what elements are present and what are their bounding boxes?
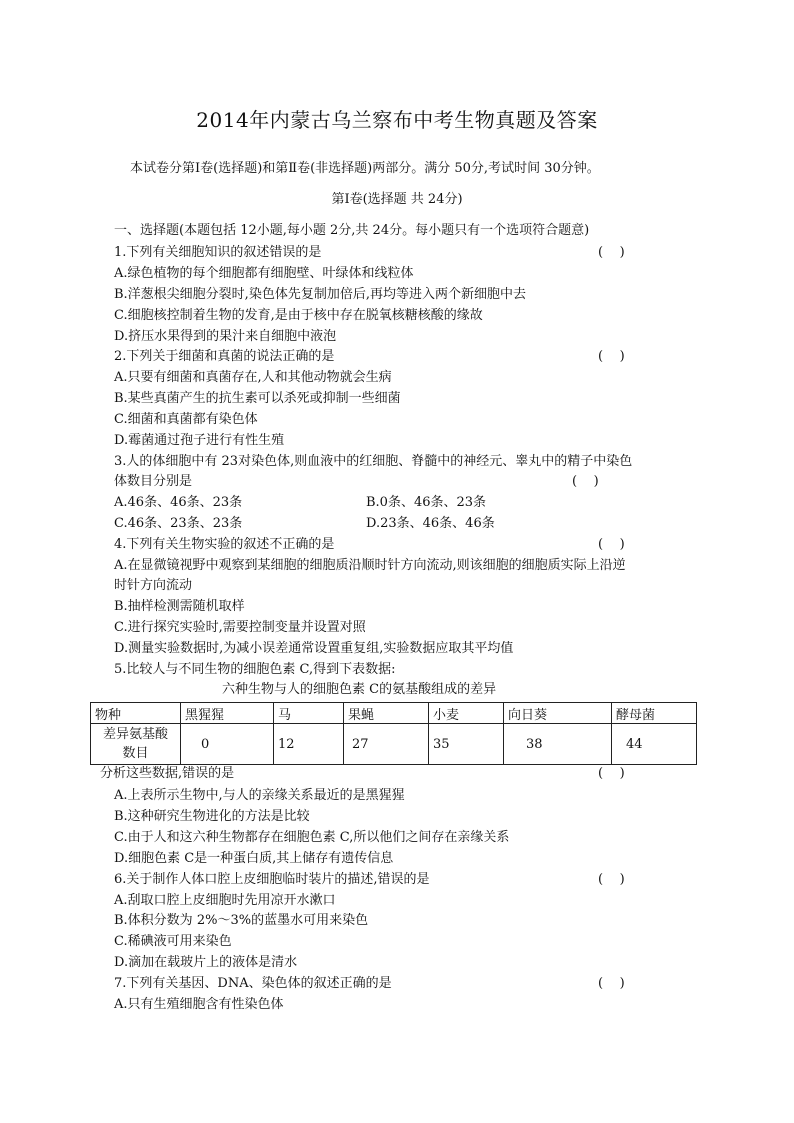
q7-answer-paren: ( ) bbox=[598, 976, 625, 991]
q3-option-a: A.46条、46条、23条 bbox=[114, 495, 243, 510]
species-cell: 黑猩猩 bbox=[181, 703, 274, 724]
q7-option-a: A.只有生殖细胞含有性染色体 bbox=[114, 997, 284, 1012]
row-label-line1: 差异氨基酸 bbox=[102, 727, 168, 742]
q5-option-b: B.这种研究生物进化的方法是比较 bbox=[114, 809, 310, 824]
part-heading: 一、选择题(本题包括 12小题,每小题 2分,共 24分。每小题只有一个选项符合题意) bbox=[114, 223, 590, 238]
q4-option-a-line2: 时针方向流动 bbox=[114, 578, 193, 593]
q1-option-a: A.绿色植物的每个细胞都有细胞壁、叶绿体和线粒体 bbox=[114, 266, 414, 281]
table-header-row bbox=[91, 703, 697, 724]
q1-stem: 1.下列有关细胞知识的叙述错误的是 bbox=[114, 245, 322, 260]
q3-option-b: B.0条、46条、23条 bbox=[366, 495, 487, 510]
species-cell: 马 bbox=[274, 703, 344, 724]
value-cell: 38 bbox=[504, 724, 612, 765]
q3-answer-paren: ( ) bbox=[572, 474, 599, 489]
value-cell: 44 bbox=[612, 724, 697, 765]
species-cell: 酵母菌 bbox=[612, 703, 697, 724]
q3-stem-line1: 3.人的体细胞中有 23对染色体,则血液中的红细胞、脊髓中的神经元、睾丸中的精子中染色 bbox=[114, 454, 633, 469]
q1-answer-paren: ( ) bbox=[598, 245, 625, 260]
q4-stem: 4.下列有关生物实验的叙述不正确的是 bbox=[114, 537, 335, 552]
q4-option-c: C.进行探究实验时,需要控制变量并设置对照 bbox=[114, 620, 366, 635]
table-value-row bbox=[91, 724, 697, 765]
q2-option-d: D.霉菌通过孢子进行有性生殖 bbox=[114, 433, 285, 448]
q2-option-b: B.某些真菌产生的抗生素可以杀死或抑制一些细菌 bbox=[114, 391, 401, 406]
q3-option-d: D.23条、46条、46条 bbox=[366, 516, 495, 531]
table-header-label: 物种 bbox=[91, 703, 181, 724]
q5-stem-2: 分析这些数据,错误的是 bbox=[100, 766, 235, 781]
page-title: 2014年内蒙古乌兰察布中考生物真题及答案 bbox=[196, 108, 598, 132]
q4-option-b: B.抽样检测需随机取样 bbox=[114, 599, 245, 614]
species-cell: 小麦 bbox=[429, 703, 504, 724]
q2-stem: 2.下列关于细菌和真菌的说法正确的是 bbox=[114, 349, 335, 364]
q7-stem: 7.下列有关基因、DNA、染色体的叙述正确的是 bbox=[114, 976, 392, 991]
section-title: 第Ⅰ卷(选择题 共 24分) bbox=[331, 192, 463, 207]
q6-option-d: D.滴加在载玻片上的液体是清水 bbox=[114, 955, 298, 970]
exam-intro: 本试卷分第Ⅰ卷(选择题)和第Ⅱ卷(非选择题)两部分。满分 50分,考试时间 30分钟。 bbox=[130, 161, 600, 176]
q2-option-a: A.只要有细菌和真菌存在,人和其他动物就会生病 bbox=[114, 370, 392, 385]
q5-option-a: A.上表所示生物中,与人的亲缘关系最近的是黑猩猩 bbox=[114, 788, 405, 803]
q1-option-c: C.细胞核控制着生物的发育,是由于核中存在脱氧核糖核酸的缘故 bbox=[114, 308, 483, 323]
q4-option-d: D.测量实验数据时,为减小误差通常设置重复组,实验数据应取其平均值 bbox=[114, 641, 514, 656]
q5-option-c: C.由于人和这六种生物都存在细胞色素 C,所以他们之间存在亲缘关系 bbox=[114, 830, 510, 845]
q4-option-a-line1: A.在显微镜视野中观察到某细胞的细胞质沿顺时针方向流动,则该细胞的细胞质实际上沿逆 bbox=[114, 558, 626, 573]
q2-option-c: C.细菌和真菌都有染色体 bbox=[114, 412, 258, 427]
value-cell: 27 bbox=[344, 724, 429, 765]
value-cell: 35 bbox=[429, 724, 504, 765]
cytochrome-table bbox=[90, 702, 697, 765]
q3-option-c: C.46条、23条、23条 bbox=[114, 516, 243, 531]
row-label-line2: 数目 bbox=[122, 746, 149, 761]
q6-answer-paren: ( ) bbox=[598, 872, 625, 887]
q1-option-b: B.洋葱根尖细胞分裂时,染色体先复制加倍后,再均等进入两个新细胞中去 bbox=[114, 287, 526, 302]
species-cell: 果蝇 bbox=[344, 703, 429, 724]
q5-table-caption: 六种生物与人的细胞色素 C的氨基酸组成的差异 bbox=[222, 682, 497, 697]
q5-answer-paren: ( ) bbox=[598, 766, 625, 781]
q4-answer-paren: ( ) bbox=[598, 537, 625, 552]
q1-option-d: D.挤压水果得到的果汁来自细胞中液泡 bbox=[114, 329, 337, 344]
species-cell: 向日葵 bbox=[504, 703, 612, 724]
q5-stem: 5.比较人与不同生物的细胞色素 C,得到下表数据: bbox=[114, 662, 396, 677]
table-row-label bbox=[91, 724, 181, 765]
q6-option-b: B.体积分数为 2%～3%的蓝墨水可用来染色 bbox=[114, 913, 369, 928]
q6-option-c: C.稀碘液可用来染色 bbox=[114, 934, 232, 949]
q2-answer-paren: ( ) bbox=[598, 349, 625, 364]
q3-stem-line2: 体数目分别是 bbox=[114, 474, 193, 489]
value-cell: 12 bbox=[274, 724, 344, 765]
q6-option-a: A.刮取口腔上皮细胞时先用凉开水漱口 bbox=[114, 893, 336, 908]
q6-stem: 6.关于制作人体口腔上皮细胞临时装片的描述,错误的是 bbox=[114, 872, 430, 887]
value-cell: 0 bbox=[181, 724, 274, 765]
q5-option-d: D.细胞色素 C是一种蛋白质,其上储存有遗传信息 bbox=[114, 851, 394, 866]
